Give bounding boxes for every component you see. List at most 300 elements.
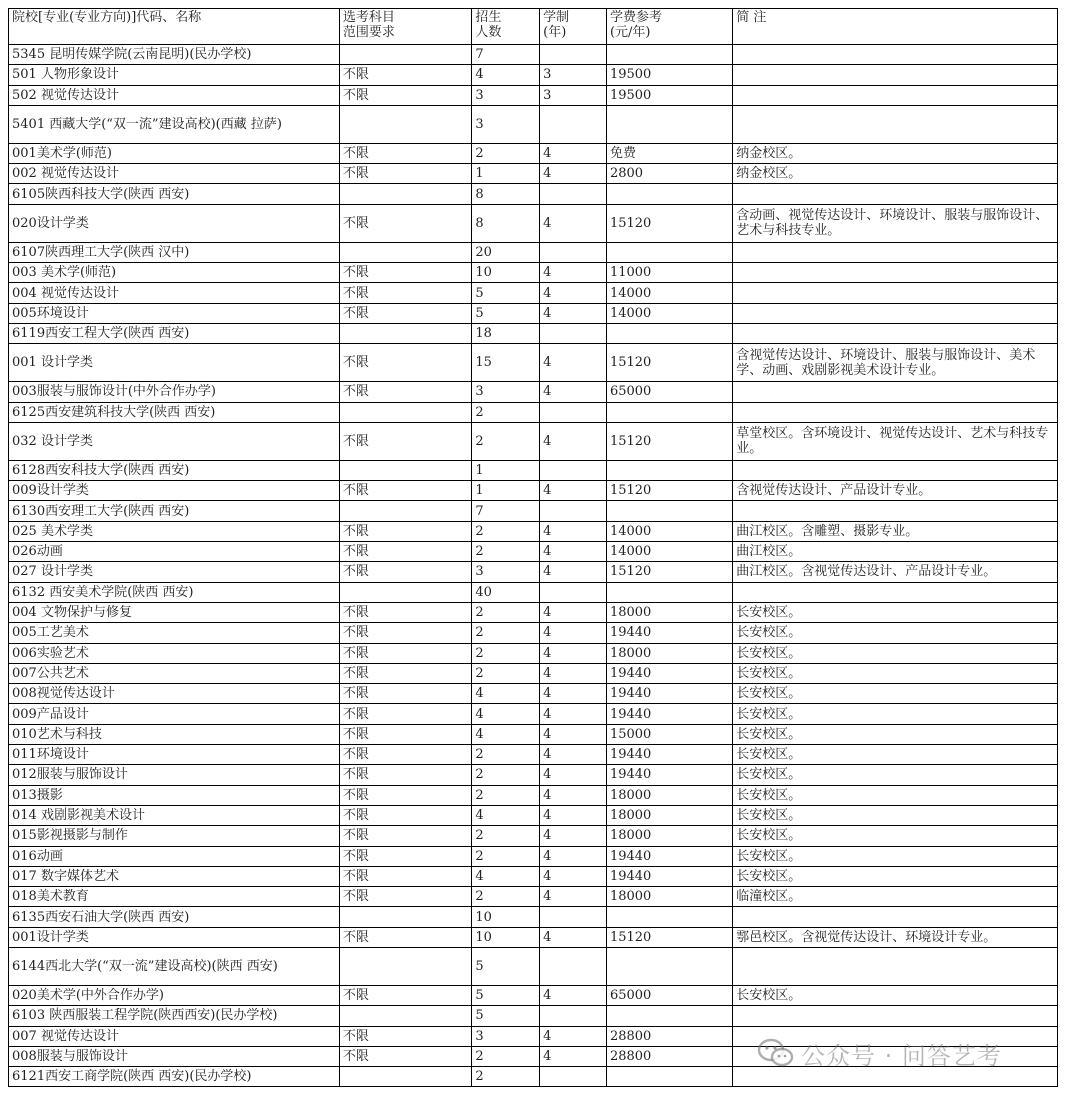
cell-years (540, 947, 607, 985)
cell-note: 曲江校区。含雕塑、摄影专业。 (733, 521, 1058, 541)
cell-quota: 1 (472, 460, 540, 480)
cell-name: 005工艺美术 (9, 623, 340, 643)
cell-years: 4 (540, 521, 607, 541)
cell-name: 6107陕西理工大学(陕西 汉中) (9, 242, 340, 262)
cell-years: 3 (540, 85, 607, 105)
cell-name: 6103 陕西服装工程学院(陕西西安)(民办学校) (9, 1006, 340, 1026)
table-row (9, 143, 1058, 163)
cell-fee: 14000 (606, 521, 732, 541)
cell-note: 长安校区。 (733, 826, 1058, 846)
cell-fee (606, 501, 732, 521)
cell-fee: 14000 (606, 303, 732, 323)
cell-quota: 1 (472, 481, 540, 501)
cell-subject (339, 907, 472, 927)
cell-fee: 15120 (606, 927, 732, 947)
cell-subject (339, 1067, 472, 1087)
cell-note: 长安校区。 (733, 663, 1058, 683)
cell-years: 4 (540, 382, 607, 402)
table-row (9, 562, 1058, 582)
cell-fee: 15000 (606, 724, 732, 744)
cell-name: 6130西安理工大学(陕西 西安) (9, 501, 340, 521)
cell-years: 4 (540, 602, 607, 622)
cell-note (733, 242, 1058, 262)
cell-name: 007公共艺术 (9, 663, 340, 683)
cell-quota: 10 (472, 927, 540, 947)
cell-quota: 2 (472, 521, 540, 541)
cell-subject: 不限 (339, 204, 472, 242)
cell-name: 003服装与服饰设计(中外合作办学) (9, 382, 340, 402)
cell-fee: 28800 (606, 1046, 732, 1066)
cell-quota: 4 (472, 65, 540, 85)
cell-fee (606, 1067, 732, 1087)
cell-fee: 15120 (606, 422, 732, 460)
cell-subject: 不限 (339, 745, 472, 765)
cell-quota: 5 (472, 985, 540, 1005)
cell-note: 长安校区。 (733, 684, 1058, 704)
cell-name: 027 设计学类 (9, 562, 340, 582)
table-row (9, 402, 1058, 422)
cell-note: 长安校区。 (733, 623, 1058, 643)
cell-quota: 18 (472, 323, 540, 343)
cell-name: 017 数字媒体艺术 (9, 866, 340, 886)
cell-quota: 3 (472, 1026, 540, 1046)
cell-name: 5401 西藏大学(“双一流”建设高校)(西藏 拉萨) (9, 105, 340, 143)
cell-years (540, 582, 607, 602)
table-row (9, 704, 1058, 724)
cell-name: 004 文物保护与修复 (9, 602, 340, 622)
cell-fee: 2800 (606, 164, 732, 184)
cell-name: 501 人物形象设计 (9, 65, 340, 85)
table-row (9, 643, 1058, 663)
table-row (9, 263, 1058, 283)
cell-note (733, 323, 1058, 343)
cell-quota: 3 (472, 85, 540, 105)
table-row (9, 283, 1058, 303)
cell-note: 长安校区。 (733, 985, 1058, 1005)
cell-name: 6132 西安美术学院(陕西 西安) (9, 582, 340, 602)
table-row (9, 481, 1058, 501)
cell-years: 4 (540, 1026, 607, 1046)
table-row (9, 303, 1058, 323)
cell-note (733, 85, 1058, 105)
table-row (9, 542, 1058, 562)
cell-quota: 2 (472, 785, 540, 805)
table-row (9, 724, 1058, 744)
cell-subject: 不限 (339, 542, 472, 562)
cell-fee: 19440 (606, 846, 732, 866)
cell-quota: 2 (472, 887, 540, 907)
table-row (9, 947, 1058, 985)
cell-quota: 1 (472, 164, 540, 184)
table-row (9, 105, 1058, 143)
cell-name: 6119西安工程大学(陕西 西安) (9, 323, 340, 343)
cell-note: 含视觉传达设计、产品设计专业。 (733, 481, 1058, 501)
cell-subject: 不限 (339, 724, 472, 744)
cell-subject: 不限 (339, 602, 472, 622)
cell-quota: 2 (472, 643, 540, 663)
table-row (9, 907, 1058, 927)
cell-quota: 2 (472, 602, 540, 622)
cell-years: 4 (540, 481, 607, 501)
cell-name: 6144西北大学(“双一流”建设高校)(陕西 西安) (9, 947, 340, 985)
table-row (9, 204, 1058, 242)
header-years: 学制 (年) (540, 9, 607, 45)
cell-name: 020设计学类 (9, 204, 340, 242)
cell-quota: 5 (472, 283, 540, 303)
cell-subject (339, 501, 472, 521)
cell-quota: 2 (472, 1067, 540, 1087)
cell-note: 曲江校区。 (733, 542, 1058, 562)
cell-fee (606, 907, 732, 927)
cell-years (540, 402, 607, 422)
cell-quota: 2 (472, 663, 540, 683)
cell-name: 6128西安科技大学(陕西 西安) (9, 460, 340, 480)
cell-name: 5345 昆明传媒学院(云南昆明)(民办学校) (9, 45, 340, 65)
table-row (9, 45, 1058, 65)
cell-name: 009设计学类 (9, 481, 340, 501)
cell-subject (339, 105, 472, 143)
cell-name: 007 视觉传达设计 (9, 1026, 340, 1046)
table-row (9, 805, 1058, 825)
cell-subject: 不限 (339, 422, 472, 460)
cell-note: 长安校区。 (733, 704, 1058, 724)
cell-name: 001设计学类 (9, 927, 340, 947)
cell-years: 4 (540, 303, 607, 323)
table-row (9, 887, 1058, 907)
cell-subject: 不限 (339, 887, 472, 907)
table-row (9, 501, 1058, 521)
table-row (9, 826, 1058, 846)
cell-fee: 18000 (606, 785, 732, 805)
table-row (9, 846, 1058, 866)
cell-note (733, 582, 1058, 602)
cell-subject: 不限 (339, 143, 472, 163)
cell-fee (606, 402, 732, 422)
cell-note: 鄠邑校区。含视觉传达设计、环境设计专业。 (733, 927, 1058, 947)
cell-subject (339, 242, 472, 262)
cell-note (733, 184, 1058, 204)
cell-years: 3 (540, 65, 607, 85)
cell-fee (606, 105, 732, 143)
cell-years: 4 (540, 866, 607, 886)
cell-subject: 不限 (339, 684, 472, 704)
cell-name: 020美术学(中外合作办学) (9, 985, 340, 1005)
cell-quota: 7 (472, 45, 540, 65)
cell-name: 011环境设计 (9, 745, 340, 765)
cell-subject: 不限 (339, 866, 472, 886)
cell-years: 4 (540, 826, 607, 846)
cell-fee: 19440 (606, 684, 732, 704)
cell-subject (339, 323, 472, 343)
cell-quota: 4 (472, 684, 540, 704)
cell-years: 4 (540, 1046, 607, 1066)
cell-years: 4 (540, 422, 607, 460)
table-row (9, 382, 1058, 402)
cell-name: 018美术教育 (9, 887, 340, 907)
cell-note: 含视觉传达设计、环境设计、服装与服饰设计、美术学、动画、戏剧影视美术设计专业。 (733, 344, 1058, 382)
table-row (9, 927, 1058, 947)
cell-fee: 19500 (606, 85, 732, 105)
cell-quota: 10 (472, 907, 540, 927)
cell-years: 4 (540, 846, 607, 866)
table-row (9, 65, 1058, 85)
cell-fee (606, 460, 732, 480)
watermark-text: 公众号 · 问答艺考 (801, 1042, 1002, 1070)
cell-quota: 3 (472, 562, 540, 582)
table-row (9, 623, 1058, 643)
cell-note: 含动画、视觉传达设计、环境设计、服装与服饰设计、艺术与科技专业。 (733, 204, 1058, 242)
cell-subject: 不限 (339, 85, 472, 105)
cell-years (540, 1067, 607, 1087)
cell-fee: 19440 (606, 623, 732, 643)
table-row (9, 785, 1058, 805)
cell-years: 4 (540, 643, 607, 663)
cell-years: 4 (540, 985, 607, 1005)
cell-subject: 不限 (339, 382, 472, 402)
cell-quota: 5 (472, 947, 540, 985)
header-fee: 学费参考 (元/年) (606, 9, 732, 45)
cell-name: 001美术学(师范) (9, 143, 340, 163)
cell-years: 4 (540, 164, 607, 184)
table-row (9, 242, 1058, 262)
cell-name: 010艺术与科技 (9, 724, 340, 744)
table-row (9, 866, 1058, 886)
cell-fee: 18000 (606, 887, 732, 907)
cell-subject: 不限 (339, 481, 472, 501)
header-subject: 选考科目 范围要求 (339, 9, 472, 45)
cell-note: 临潼校区。 (733, 887, 1058, 907)
cell-fee: 14000 (606, 283, 732, 303)
cell-quota: 4 (472, 724, 540, 744)
cell-quota: 8 (472, 204, 540, 242)
cell-subject: 不限 (339, 643, 472, 663)
cell-name: 016动画 (9, 846, 340, 866)
cell-quota: 2 (472, 422, 540, 460)
cell-subject (339, 460, 472, 480)
cell-subject: 不限 (339, 663, 472, 683)
cell-note: 长安校区。 (733, 866, 1058, 886)
cell-years (540, 242, 607, 262)
cell-subject (339, 947, 472, 985)
cell-years: 4 (540, 684, 607, 704)
cell-name: 025 美术学类 (9, 521, 340, 541)
cell-years (540, 184, 607, 204)
cell-note (733, 907, 1058, 927)
cell-name: 003 美术学(师范) (9, 263, 340, 283)
table-row (9, 684, 1058, 704)
cell-fee: 18000 (606, 826, 732, 846)
cell-fee (606, 184, 732, 204)
cell-quota: 4 (472, 704, 540, 724)
cell-years: 4 (540, 562, 607, 582)
cell-note (733, 382, 1058, 402)
table-row (9, 85, 1058, 105)
cell-subject (339, 184, 472, 204)
cell-subject (339, 402, 472, 422)
table-row (9, 582, 1058, 602)
cell-years (540, 501, 607, 521)
cell-fee: 28800 (606, 1026, 732, 1046)
cell-note (733, 303, 1058, 323)
cell-fee: 18000 (606, 643, 732, 663)
watermark (757, 1034, 1057, 1070)
cell-fee: 19440 (606, 866, 732, 886)
cell-fee: 18000 (606, 805, 732, 825)
header-quota: 招生 人数 (472, 9, 540, 45)
table-row (9, 184, 1058, 204)
cell-fee (606, 242, 732, 262)
cell-note: 长安校区。 (733, 643, 1058, 663)
cell-years: 4 (540, 724, 607, 744)
cell-note: 草堂校区。含环境设计、视觉传达设计、艺术与科技专业。 (733, 422, 1058, 460)
cell-fee: 19440 (606, 704, 732, 724)
cell-subject: 不限 (339, 521, 472, 541)
cell-subject: 不限 (339, 344, 472, 382)
cell-name: 009产品设计 (9, 704, 340, 724)
cell-note (733, 501, 1058, 521)
cell-quota: 4 (472, 805, 540, 825)
table-row (9, 1006, 1058, 1026)
cell-quota: 2 (472, 1046, 540, 1066)
cell-years: 4 (540, 663, 607, 683)
cell-fee: 19440 (606, 663, 732, 683)
cell-note (733, 460, 1058, 480)
cell-name: 013摄影 (9, 785, 340, 805)
cell-fee: 19440 (606, 745, 732, 765)
cell-quota: 40 (472, 582, 540, 602)
cell-note: 曲江校区。含视觉传达设计、产品设计专业。 (733, 562, 1058, 582)
cell-quota: 2 (472, 402, 540, 422)
cell-subject: 不限 (339, 985, 472, 1005)
admissions-table (8, 8, 1058, 1087)
cell-name: 6105陕西科技大学(陕西 西安) (9, 184, 340, 204)
cell-years: 4 (540, 805, 607, 825)
cell-note (733, 263, 1058, 283)
cell-years: 4 (540, 143, 607, 163)
cell-subject: 不限 (339, 846, 472, 866)
cell-subject (339, 45, 472, 65)
cell-years: 4 (540, 745, 607, 765)
table-row (9, 663, 1058, 683)
cell-name: 004 视觉传达设计 (9, 283, 340, 303)
cell-name: 008服装与服饰设计 (9, 1046, 340, 1066)
cell-subject: 不限 (339, 1046, 472, 1066)
cell-name: 006实验艺术 (9, 643, 340, 663)
cell-note (733, 402, 1058, 422)
cell-years: 4 (540, 344, 607, 382)
cell-fee: 11000 (606, 263, 732, 283)
cell-quota: 10 (472, 263, 540, 283)
cell-subject: 不限 (339, 785, 472, 805)
cell-subject: 不限 (339, 1026, 472, 1046)
cell-fee: 18000 (606, 602, 732, 622)
header-note: 简 注 (733, 9, 1058, 45)
cell-quota: 2 (472, 846, 540, 866)
cell-years: 4 (540, 704, 607, 724)
table-row (9, 765, 1058, 785)
cell-subject: 不限 (339, 562, 472, 582)
cell-fee: 15120 (606, 562, 732, 582)
cell-years (540, 45, 607, 65)
cell-subject: 不限 (339, 765, 472, 785)
cell-quota: 2 (472, 143, 540, 163)
table-row (9, 164, 1058, 184)
cell-quota: 3 (472, 382, 540, 402)
cell-fee: 15120 (606, 344, 732, 382)
cell-fee: 14000 (606, 542, 732, 562)
table-row (9, 344, 1058, 382)
cell-fee: 65000 (606, 382, 732, 402)
cell-fee (606, 1006, 732, 1026)
cell-name: 026动画 (9, 542, 340, 562)
table-row (9, 985, 1058, 1005)
cell-quota: 15 (472, 344, 540, 382)
cell-years: 4 (540, 623, 607, 643)
cell-years (540, 907, 607, 927)
cell-note (733, 45, 1058, 65)
header-name: 院校[专业(专业方向)]代码、名称 (9, 9, 340, 45)
cell-quota: 4 (472, 866, 540, 886)
cell-note: 长安校区。 (733, 805, 1058, 825)
cell-name: 502 视觉传达设计 (9, 85, 340, 105)
cell-note: 长安校区。 (733, 724, 1058, 744)
cell-note (733, 1006, 1058, 1026)
table-row (9, 460, 1058, 480)
cell-fee (606, 45, 732, 65)
cell-quota: 2 (472, 542, 540, 562)
cell-quota: 2 (472, 623, 540, 643)
cell-quota: 7 (472, 501, 540, 521)
cell-note: 纳金校区。 (733, 143, 1058, 163)
cell-name: 6125西安建筑科技大学(陕西 西安) (9, 402, 340, 422)
cell-years: 4 (540, 927, 607, 947)
cell-note: 纳金校区。 (733, 164, 1058, 184)
table-row (9, 745, 1058, 765)
cell-note (733, 105, 1058, 143)
cell-subject: 不限 (339, 704, 472, 724)
cell-years: 4 (540, 263, 607, 283)
cell-subject: 不限 (339, 283, 472, 303)
table-header-row (9, 9, 1058, 45)
cell-note (733, 947, 1058, 985)
cell-years (540, 323, 607, 343)
cell-fee: 免费 (606, 143, 732, 163)
cell-years: 4 (540, 765, 607, 785)
cell-fee: 19500 (606, 65, 732, 85)
cell-name: 005环境设计 (9, 303, 340, 323)
cell-fee: 15120 (606, 481, 732, 501)
cell-fee (606, 947, 732, 985)
cell-fee (606, 582, 732, 602)
cell-quota: 2 (472, 826, 540, 846)
cell-subject: 不限 (339, 263, 472, 283)
cell-subject (339, 582, 472, 602)
table-row (9, 521, 1058, 541)
cell-fee (606, 323, 732, 343)
cell-subject: 不限 (339, 65, 472, 85)
cell-name: 012服装与服饰设计 (9, 765, 340, 785)
cell-quota: 2 (472, 765, 540, 785)
cell-quota: 20 (472, 242, 540, 262)
cell-years (540, 105, 607, 143)
cell-subject: 不限 (339, 303, 472, 323)
cell-subject: 不限 (339, 826, 472, 846)
cell-note: 长安校区。 (733, 745, 1058, 765)
cell-years (540, 460, 607, 480)
cell-note: 长安校区。 (733, 602, 1058, 622)
cell-subject: 不限 (339, 623, 472, 643)
cell-quota: 5 (472, 303, 540, 323)
